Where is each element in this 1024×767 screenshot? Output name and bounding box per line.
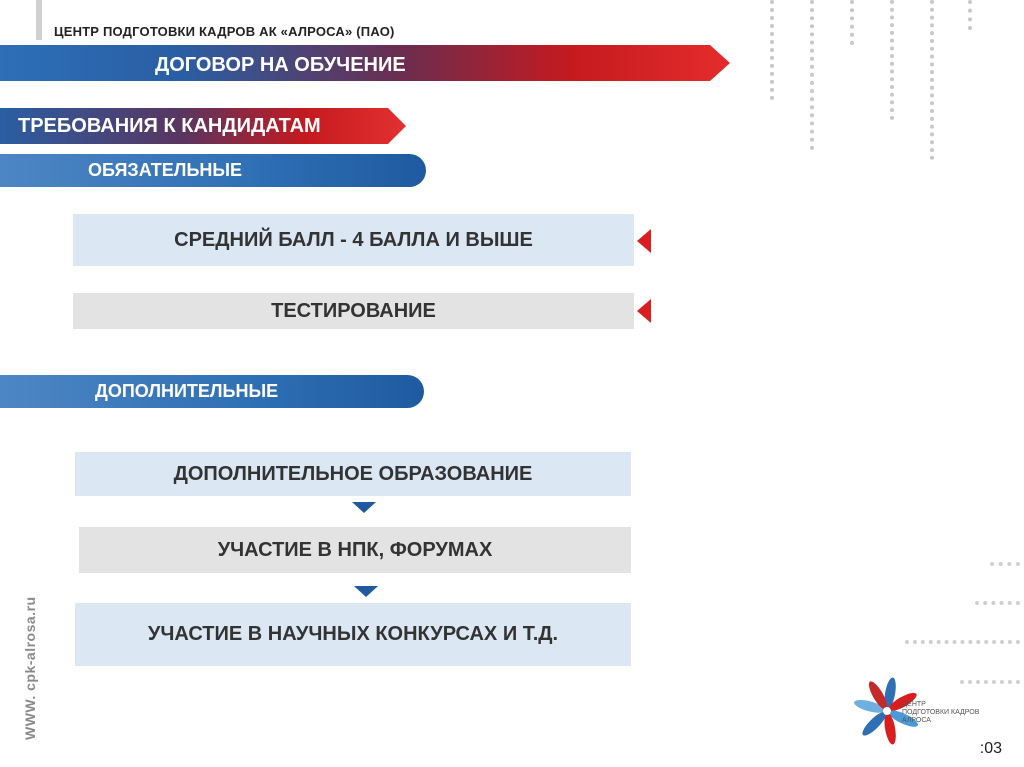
header-accent-bar [36,0,42,40]
website-url: WWW. cpk-alrosa.ru [22,596,38,740]
arrow-down-icon [352,502,376,513]
additional-section-label: ДОПОЛНИТЕЛЬНЫЕ [95,381,279,401]
requirements-title: ТРЕБОВАНИЯ К КАНДИДАТАМ [18,115,321,137]
decorative-dots [770,0,774,100]
requirement-item-testing: ТЕСТИРОВАНИЕ [73,293,634,329]
decorative-dots [990,562,1020,566]
requirement-item-average-score: СРЕДНИЙ БАЛЛ - 4 БАЛЛА И ВЫШЕ [73,214,634,266]
decorative-dots [905,640,1020,644]
page-number: :03 [979,740,1002,757]
decorative-dots [810,0,814,150]
decorative-dots [890,0,894,120]
red-marker-icon [637,299,651,323]
logo-caption: ЦЕНТР ПОДГОТОВКИ КАДРОВ АЛРОСА [902,701,980,724]
additional-item-conferences: УЧАСТИЕ В НПК, ФОРУМАХ [79,527,631,573]
decorative-dots [968,0,972,30]
mandatory-section-label: ОБЯЗАТЕЛЬНЫЕ [88,160,243,180]
decorative-dots [850,0,854,45]
decorative-dots [930,0,934,160]
decorative-dots [975,601,1020,605]
page-title: ДОГОВОР НА ОБУЧЕНИЕ [155,54,406,76]
arrow-down-icon [354,586,378,597]
additional-item-education: ДОПОЛНИТЕЛЬНОЕ ОБРАЗОВАНИЕ [75,452,631,496]
organization-title: ЦЕНТР ПОДГОТОВКИ КАДРОВ АК «АЛРОСА» (ПАО) [54,24,395,39]
red-marker-icon [637,229,651,253]
additional-item-competitions: УЧАСТИЕ В НАУЧНЫХ КОНКУРСАХ И Т.Д. [75,603,631,666]
